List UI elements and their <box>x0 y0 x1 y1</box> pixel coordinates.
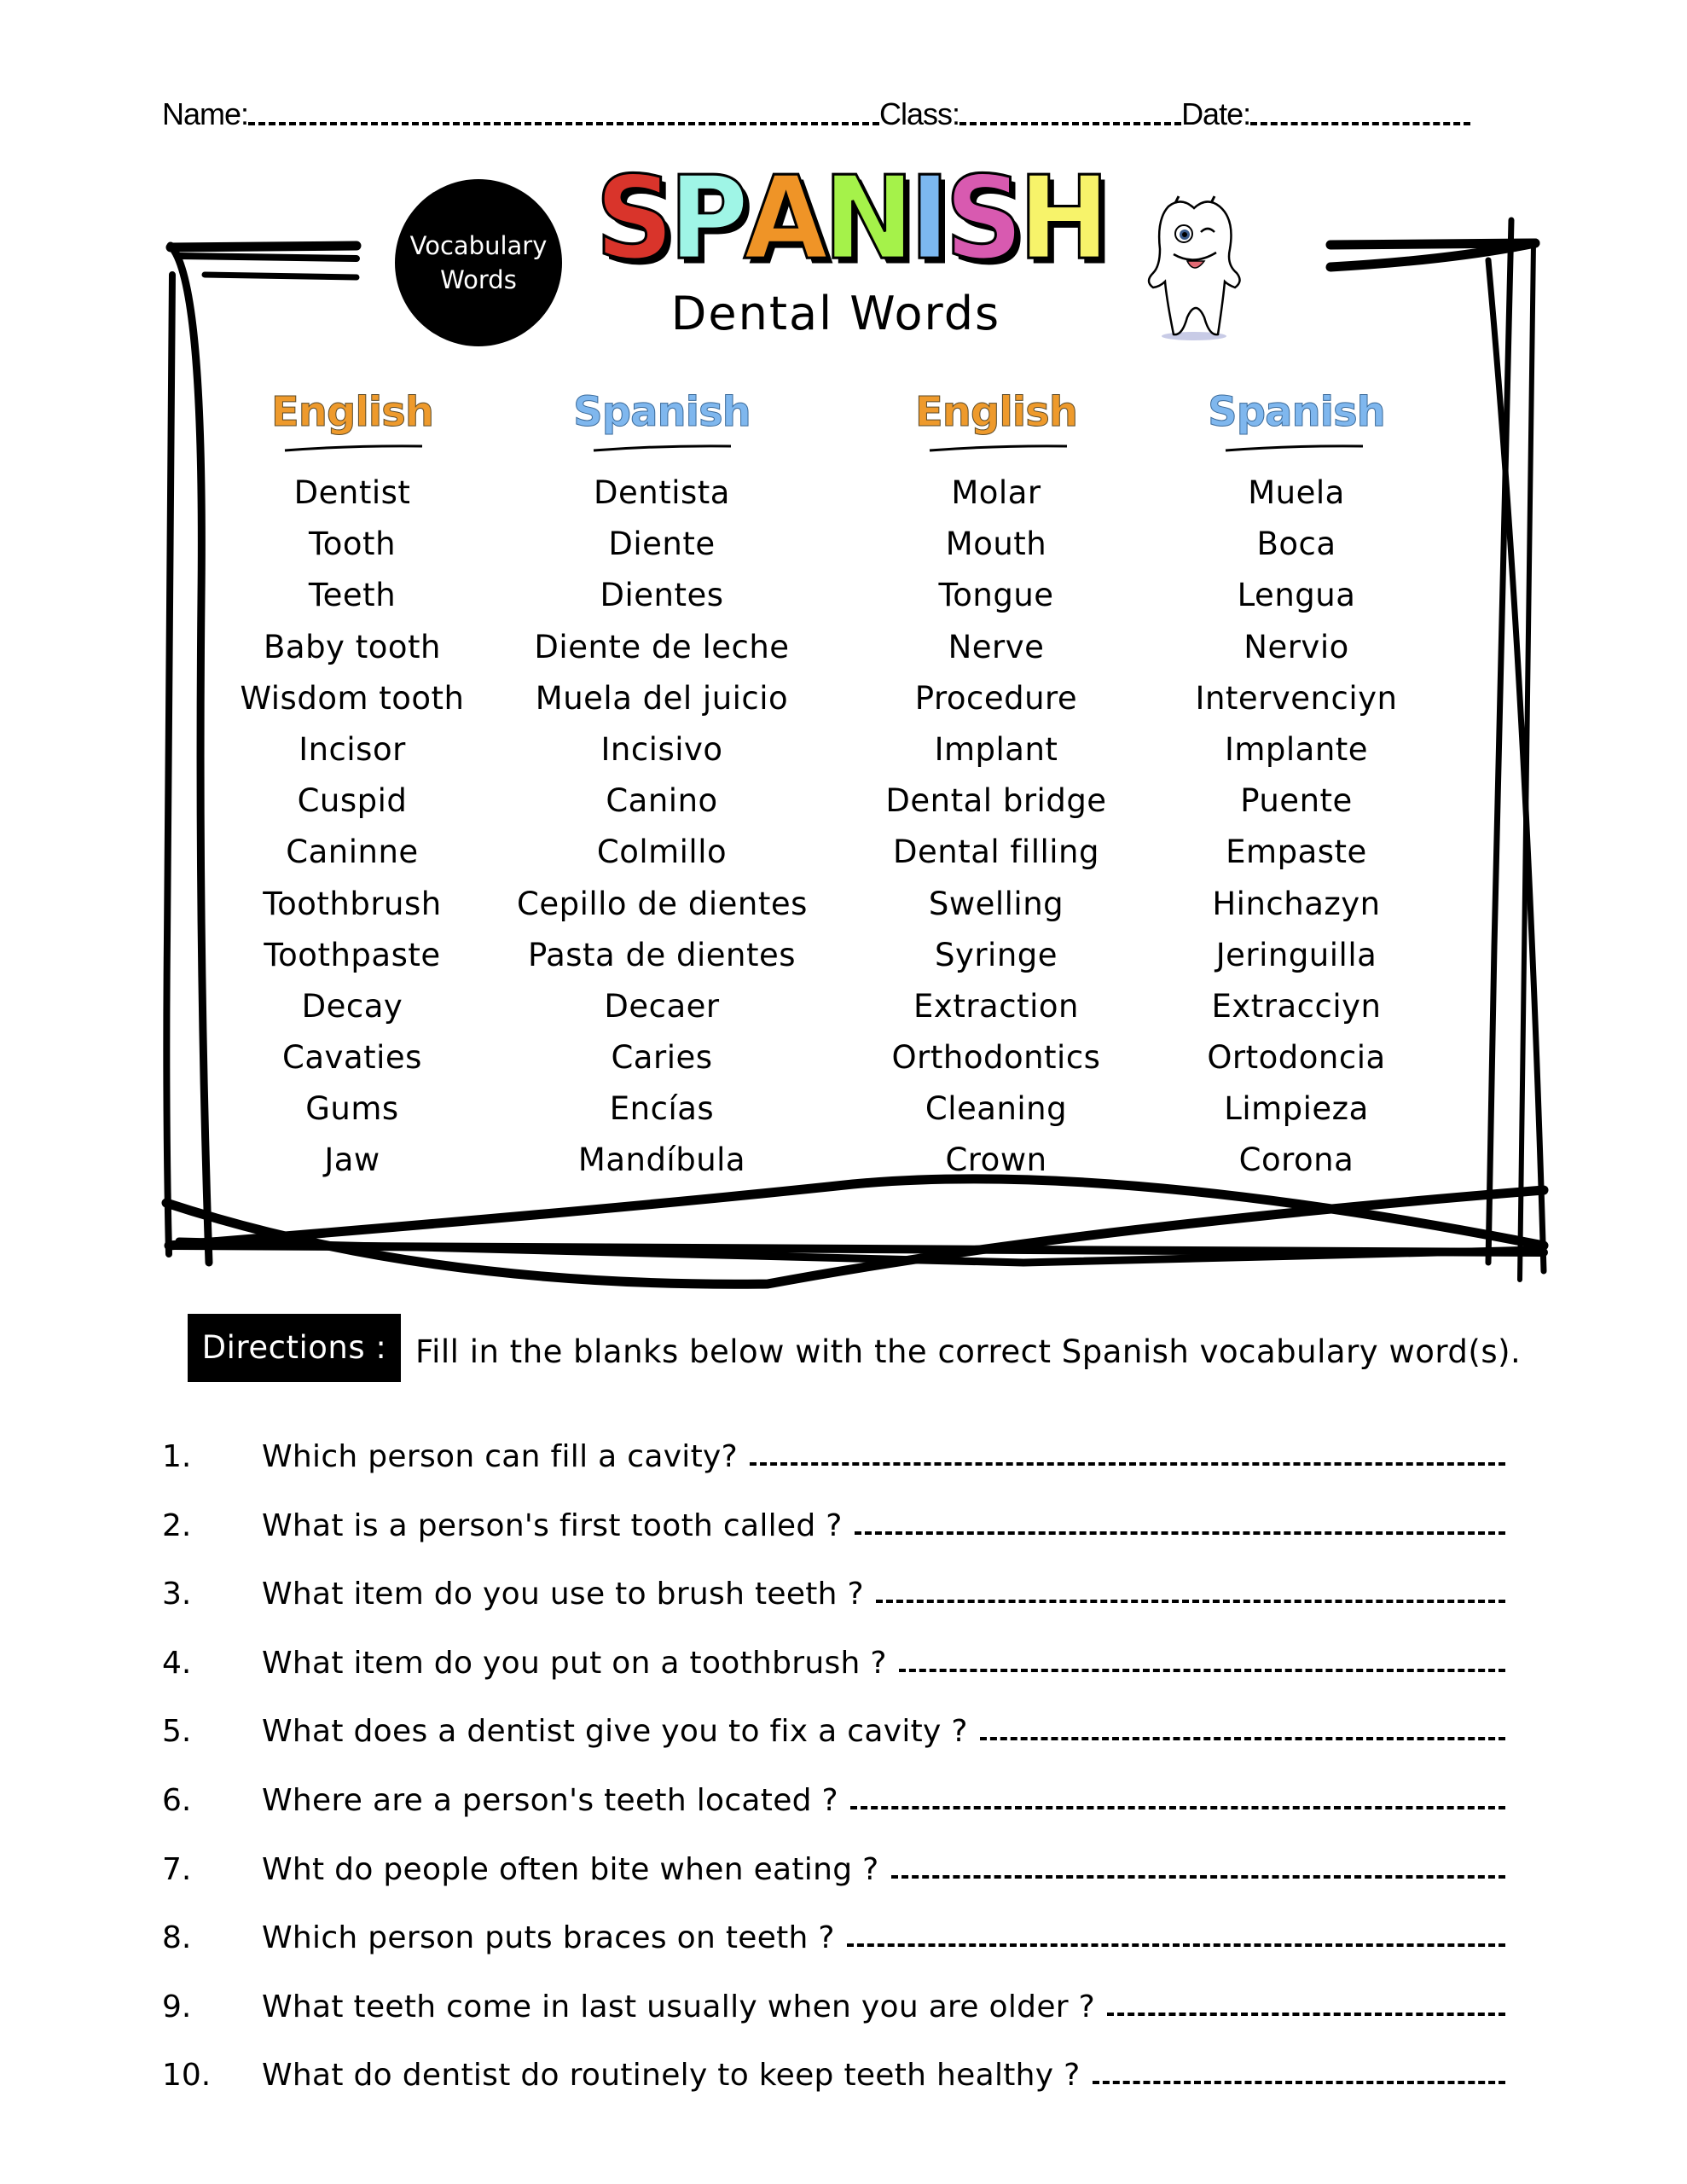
vocab-word: Nervio <box>1244 628 1349 665</box>
vocab-word: Diente de leche <box>534 628 790 665</box>
directions-text: Fill in the blanks below with the correct Spanish vocabulary word(s). <box>415 1333 1522 1370</box>
question-text: What do dentist do routinely to keep teeth healthy ? <box>262 2058 1081 2094</box>
column-header-spanish-2: Spanish <box>1208 388 1385 436</box>
column-header-spanish-1: Spanish <box>573 388 751 436</box>
question-row <box>162 1629 1505 1681</box>
date-label: Date: <box>1181 96 1251 131</box>
vocab-word: Jeringuilla <box>1215 936 1377 973</box>
vocab-word: Jaw <box>324 1141 380 1179</box>
vocab-word: Nerve <box>948 628 1045 665</box>
question-number: 6. <box>162 1783 192 1818</box>
vocab-word: Ortodoncia <box>1207 1039 1386 1077</box>
vocab-word: Cuspid <box>297 782 408 820</box>
vocab-word: Colmillo <box>596 834 728 871</box>
vocab-word: Limpieza <box>1224 1090 1369 1128</box>
spanish-logo <box>595 152 1105 286</box>
question-number: 9. <box>162 1989 192 2024</box>
question-row <box>162 1836 1505 1887</box>
vocab-word: Cleaning <box>925 1090 1068 1128</box>
vocab-word: Crown <box>945 1141 1047 1179</box>
answer-blank[interactable] <box>750 1462 1505 1466</box>
answer-blank[interactable] <box>876 1600 1505 1603</box>
logo-letter: S <box>944 152 1018 286</box>
vocab-word: Corona <box>1238 1141 1354 1179</box>
vocab-word: Lengua <box>1237 577 1356 614</box>
question-text: Which person puts braces on teeth ? <box>262 1920 835 1956</box>
column-header-english-1: English <box>271 388 433 436</box>
header-underline <box>283 444 424 452</box>
vocab-word: Syringe <box>934 936 1058 973</box>
logo-letter: I <box>909 152 945 286</box>
header-underline <box>1224 444 1365 452</box>
vocab-word: Implant <box>934 730 1058 768</box>
vocab-word: Puente <box>1240 782 1353 820</box>
vocab-word: Toothbrush <box>263 885 442 922</box>
vocab-word: Gums <box>305 1090 399 1128</box>
answer-blank[interactable] <box>847 1943 1505 1947</box>
vocab-word: Extraction <box>913 987 1079 1025</box>
vocab-word: Hinchazyn <box>1212 885 1381 922</box>
question-text: What teeth come in last usually when you are older ? <box>262 1989 1096 2024</box>
question-text: What item do you put on a toothbrush ? <box>262 1645 887 1681</box>
vocab-word: Dientes <box>600 577 724 614</box>
vocab-word: Implante <box>1224 730 1369 768</box>
vocabulary-words-badge <box>395 179 562 346</box>
question-row <box>162 2042 1505 2093</box>
vocab-word: Dentista <box>594 474 730 511</box>
question-text: Which person can fill a cavity? <box>262 1439 739 1474</box>
answer-blank[interactable] <box>855 1531 1505 1535</box>
vocab-word: Muela del juicio <box>535 679 789 717</box>
question-text: What item do you use to brush teeth ? <box>262 1577 864 1612</box>
vocab-word: Caninne <box>286 834 419 871</box>
logo-letter: P <box>669 152 744 286</box>
question-row <box>162 1904 1505 1955</box>
badge-line-2: Words <box>440 265 517 294</box>
question-number: 1. <box>162 1439 192 1474</box>
header-underline <box>928 444 1069 452</box>
spanish-column-1 <box>517 468 807 1187</box>
logo-letter: N <box>823 152 910 286</box>
class-label: Class: <box>879 96 960 131</box>
question-row <box>162 1767 1505 1818</box>
vocab-word: Intervenciyn <box>1195 679 1398 717</box>
vocab-word: Pasta de dientes <box>527 936 797 973</box>
question-number: 3. <box>162 1577 192 1612</box>
vocab-word: Tooth <box>308 526 397 563</box>
answer-blank[interactable] <box>891 1875 1505 1879</box>
spanish-column-2 <box>1151 468 1441 1187</box>
answer-blank[interactable] <box>980 1737 1505 1740</box>
answer-blank[interactable] <box>1093 2081 1505 2084</box>
vocab-word: Muela <box>1248 474 1345 511</box>
vocab-word: Molar <box>951 474 1041 511</box>
question-text: What is a person's first tooth called ? <box>262 1507 843 1543</box>
vocab-word: Decay <box>301 987 403 1025</box>
column-header-english-2: English <box>915 388 1077 436</box>
question-number: 8. <box>162 1920 192 1956</box>
vocab-word: Procedure <box>914 679 1078 717</box>
vocab-word: Decaer <box>604 987 720 1025</box>
vocab-word: Orthodontics <box>891 1039 1101 1077</box>
question-number: 5. <box>162 1714 192 1750</box>
vocab-word: Caries <box>611 1039 713 1077</box>
answer-blank[interactable] <box>1107 2013 1505 2016</box>
vocab-word: Tongue <box>938 577 1054 614</box>
vocab-word: Canino <box>606 782 718 820</box>
directions-label: Directions : <box>188 1314 401 1382</box>
vocab-word: Toothpaste <box>264 936 441 973</box>
logo-letter: H <box>1018 152 1105 286</box>
header-underline <box>592 444 733 452</box>
vocab-word: Empaste <box>1226 834 1367 871</box>
vocab-word: Mandíbula <box>577 1141 746 1179</box>
question-row <box>162 1973 1505 2024</box>
vocab-word: Diente <box>608 526 716 563</box>
logo-letter: S <box>595 152 670 286</box>
vocab-word: Wisdom tooth <box>240 679 465 717</box>
name-label: Name: <box>162 96 249 131</box>
vocab-word: Cavaties <box>282 1039 422 1077</box>
question-number: 2. <box>162 1507 192 1543</box>
vocab-word: Teeth <box>308 577 397 614</box>
logo-letter: A <box>744 152 824 286</box>
question-row <box>162 1492 1505 1543</box>
vocab-word: Dental filling <box>892 834 1099 871</box>
question-number: 10. <box>162 2058 212 2094</box>
question-number: 7. <box>162 1851 192 1887</box>
question-text: What does a dentist give you to fix a cavity ? <box>262 1714 968 1750</box>
question-text: Where are a person's teeth located ? <box>262 1783 838 1818</box>
vocab-word: Incisor <box>299 730 406 768</box>
vocab-word: Dentist <box>293 474 411 511</box>
question-row <box>162 1698 1505 1749</box>
vocab-word: Encías <box>609 1090 715 1128</box>
english-column-2 <box>851 468 1141 1187</box>
question-row <box>162 1560 1505 1612</box>
vocab-word: Swelling <box>928 885 1064 922</box>
vocab-word: Dental bridge <box>885 782 1107 820</box>
vocab-word: Extracciyn <box>1211 987 1382 1025</box>
badge-line-1: Vocabulary <box>409 231 548 260</box>
vocab-word: Boca <box>1256 526 1336 563</box>
question-text: Wht do people often bite when eating ? <box>262 1851 879 1887</box>
answer-blank[interactable] <box>899 1669 1505 1672</box>
page-subtitle: Dental Words <box>670 287 1001 340</box>
question-row <box>162 1423 1505 1474</box>
vocab-word: Cepillo de dientes <box>517 885 808 922</box>
vocab-word: Incisivo <box>600 730 723 768</box>
vocab-word: Mouth <box>945 526 1047 563</box>
tooth-mascot-icon <box>1134 189 1254 343</box>
vocab-word: Baby tooth <box>264 628 441 665</box>
english-column-1 <box>207 468 497 1187</box>
question-number: 4. <box>162 1645 192 1681</box>
answer-blank[interactable] <box>850 1806 1505 1809</box>
